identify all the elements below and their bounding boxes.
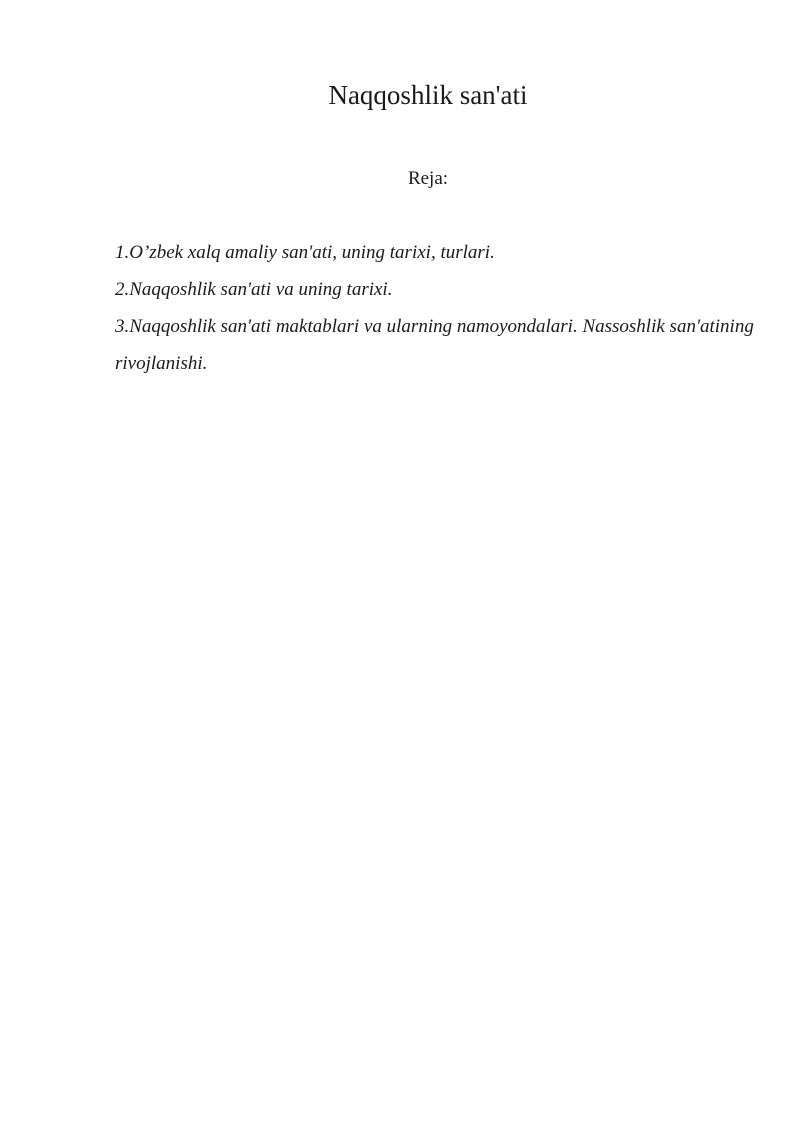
page-title: Naqqoshlik san'ati [328,80,528,110]
plan-heading: Reja: [407,168,449,189]
plan-item-1: 1.O’zbek xalq amaliy san'ati, uning tarixi, turlari. [115,242,495,263]
plan-list [115,234,755,382]
plan-item-3: 3.Naqqoshlik san'ati maktablari va ularning namoyondalari. Nassoshlik san'atining rivojlanishi. [115,316,754,374]
plan-item-2: 2.Naqqoshlik san'ati va uning tarixi. [115,279,393,300]
